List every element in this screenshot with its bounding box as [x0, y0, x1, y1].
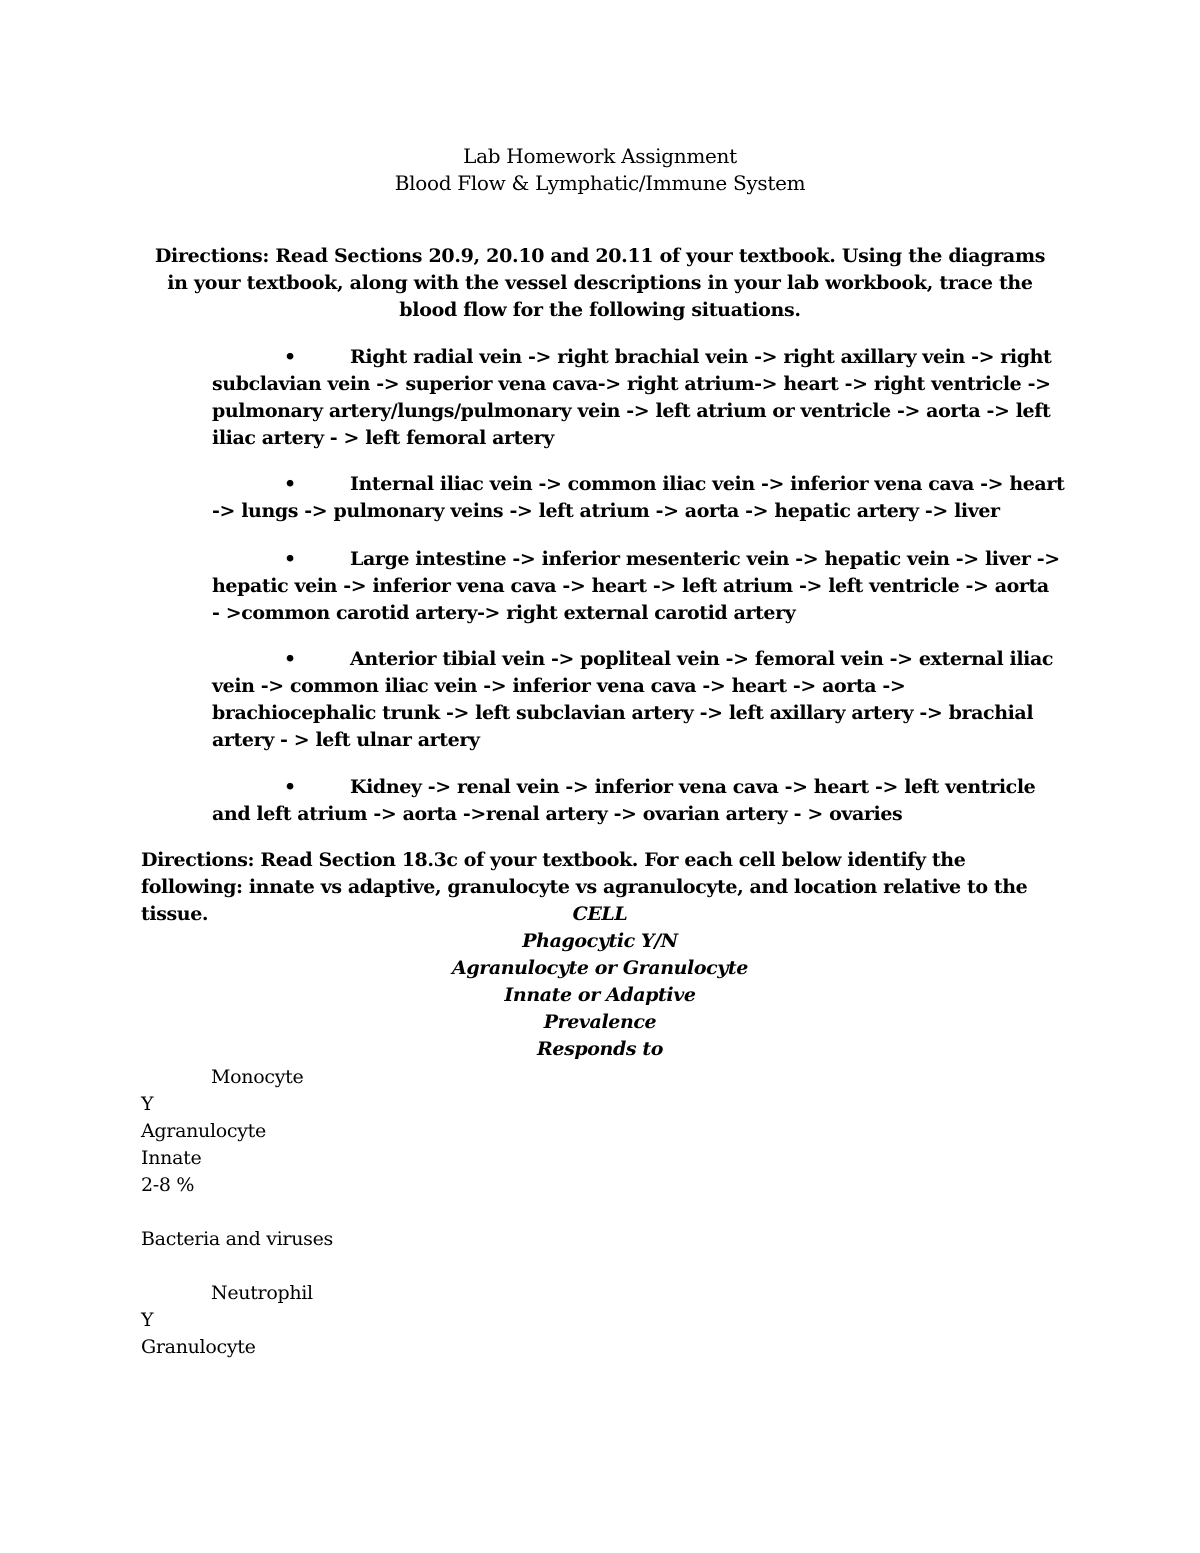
cell-immunity: Innate — [141, 1147, 202, 1169]
cell-phagocytic: Y — [141, 1093, 154, 1115]
bullet-text-start: Anterior tibial vein -> popliteal vein -> femoral vein -> external iliac — [350, 648, 1054, 670]
bullet-marker: • — [284, 346, 296, 368]
bullet-text-rest: -> lungs -> pulmonary veins -> left atrium -> aorta -> hepatic artery -> liver — [212, 500, 1000, 522]
cell-granularity: Agranulocyte — [141, 1120, 266, 1142]
cell-prevalence: 2-8 % — [141, 1174, 195, 1196]
bullet-text-rest: vein -> common iliac vein -> inferior vena cava -> heart -> aorta -> brachiocephalic trunk -> left subclavian artery -> left axillary artery -> brachial artery - > left ulnar artery — [212, 675, 1034, 751]
header-immunity: Innate or Adaptive — [504, 984, 696, 1006]
cell-entry-monocyte — [141, 1064, 741, 1253]
bullet-first-line — [212, 546, 1062, 573]
bullet-marker: • — [284, 548, 296, 570]
bullet-item — [212, 344, 1062, 452]
cell-name: Monocyte — [211, 1066, 304, 1088]
bullet-item — [212, 471, 1065, 525]
bullet-first-line — [212, 774, 1062, 801]
bullet-first-line — [212, 471, 1065, 498]
cell-entry-neutrophil — [141, 1280, 741, 1361]
cell-responds-to: Bacteria and viruses — [141, 1228, 333, 1250]
bullet-text-rest: and left atrium -> aorta ->renal artery -> ovarian artery - > ovaries — [212, 803, 903, 825]
bullet-text-start: Large intestine -> inferior mesenteric vein -> hepatic vein -> liver -> — [350, 548, 1060, 570]
header-responds-to: Responds to — [537, 1038, 663, 1060]
bullet-first-line — [212, 344, 1062, 371]
bullet-item — [212, 646, 1062, 754]
header-phagocytic: Phagocytic Y/N — [522, 930, 678, 952]
bullet-text-start: Kidney -> renal vein -> inferior vena cava -> heart -> left ventricle — [350, 776, 1036, 798]
cell-attribute-headers — [0, 901, 1200, 1063]
bullet-first-line — [212, 646, 1062, 673]
bullet-text-rest: hepatic vein -> inferior vena cava -> heart -> left atrium -> left ventricle -> aorta - >common carotid artery-> right external carotid artery — [212, 575, 1049, 624]
bullet-text-start: Internal iliac vein -> common iliac vein -> inferior vena cava -> heart — [350, 473, 1065, 495]
directions-blood-flow: Directions: Read Sections 20.9, 20.10 and 20.11 of your textbook. Using the diagrams in your textbook, along with the vessel descriptions in your lab workbook, trace the blood flow for the following situations. — [154, 245, 1046, 321]
document-subtitle: Blood Flow & Lymphatic/Immune System — [394, 171, 806, 195]
cell-granularity: Granulocyte — [141, 1336, 256, 1358]
bullet-marker: • — [284, 776, 296, 798]
header-cell: CELL — [572, 903, 628, 925]
bullet-marker: • — [284, 473, 296, 495]
header-granularity: Agranulocyte or Granulocyte — [452, 957, 748, 979]
cell-blank-line — [141, 1199, 741, 1226]
cell-phagocytic: Y — [141, 1309, 154, 1331]
bullet-marker: • — [284, 648, 296, 670]
header-prevalence: Prevalence — [543, 1011, 657, 1033]
cell-name: Neutrophil — [211, 1282, 313, 1304]
document-title: Lab Homework Assignment — [463, 144, 737, 168]
directions-immune-cells: Directions: Read Section 18.3c of your textbook. For each cell below identify the following: innate vs adaptive, granulocyte vs agranulocyte, and location relative to the tissue. — [141, 849, 1028, 925]
bullet-text-start: Right radial vein -> right brachial vein -> right axillary vein -> right — [350, 346, 1052, 368]
bullet-text-rest: subclavian vein -> superior vena cava-> right atrium-> heart -> right ventricle -> pulmonary artery/lungs/pulmonary vein -> left atrium or ventricle -> aorta -> left iliac artery - > left femoral artery — [212, 373, 1051, 449]
bullet-item — [212, 774, 1062, 828]
bullet-item — [212, 546, 1062, 627]
